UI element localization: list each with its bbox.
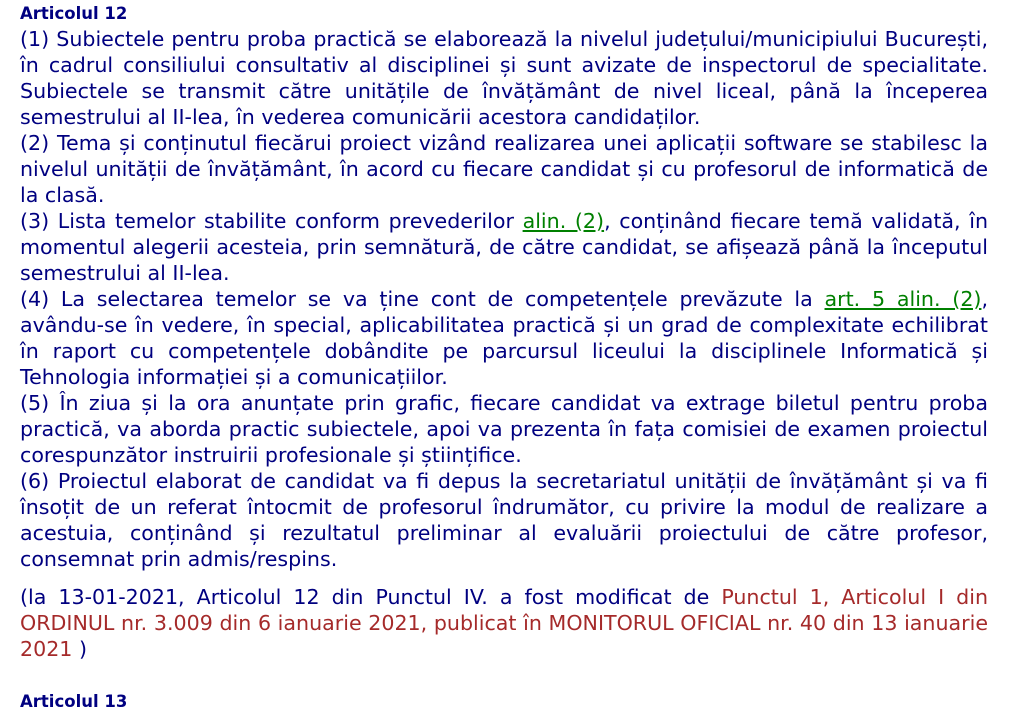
- link-art-5-alin-2[interactable]: art. 5 alin. (2): [824, 287, 982, 311]
- next-article-title: Articolul 13: [20, 692, 128, 711]
- article-title: Articolul 12: [20, 4, 128, 23]
- amendment-note: [20, 584, 988, 662]
- amendment-text-before: (la 13-01-2021, Articolul 12 din Punctul IV. a fost modificat de: [20, 585, 722, 609]
- link-alin-2[interactable]: alin. (2): [522, 209, 605, 233]
- amendment-reference-link[interactable]: Punctul 1, Articolul I din ORDINUL nr. 3.009 din 6 ianuarie 2021, publicat în MONITORUL OFICIAL nr. 40 din 13 ianuarie 2021: [20, 585, 988, 661]
- paragraph-3: [20, 208, 988, 286]
- paragraph-1: (1) Subiectele pentru proba practică se elaborează la nivelul județului/municipiului București, în cadrul consiliului consultativ al disciplinei și sunt avizate de inspectorul de specialitate. Subiectele se transmit către unitățile de învățământ de nivel liceal, până la începerea semestrului al II-lea, în vederea comunicării acestora candidaților.: [20, 27, 988, 129]
- paragraph-3-text-after: , conținând fiecare temă validată, în momentul alegerii acesteia, prin semnătură, de către candidat, se afișează până la începutul semestrului al II-lea.: [20, 209, 988, 285]
- paragraph-4: [20, 286, 988, 390]
- amendment-text-after: ): [72, 637, 88, 661]
- paragraph-5: (5) În ziua și la ora anunțate prin grafic, fiecare candidat va extrage biletul pentru proba practică, va aborda practic subiectele, apoi va prezenta în fața comisiei de examen proiectul corespunzător instruirii profesionale și științifice.: [20, 391, 988, 467]
- paragraph-4-text-after: , avându-se în vedere, în special, aplicabilitatea practică și un grad de complexitate echilibrat în raport cu competențele dobândite pe parcursul liceului la disciplinele Informatică și Tehnologia informației și a comunicațiilor.: [20, 287, 988, 389]
- paragraph-2: (2) Tema și conținutul fiecărui proiect vizând realizarea unei aplicații software se stabilesc la nivelul unității de învățământ, în acord cu fiecare candidat și cu profesorul de informatică de la clasă.: [20, 131, 988, 207]
- article-document: [20, 2, 988, 662]
- paragraph-3-text-before: (3) Lista temelor stabilite conform prevederilor: [20, 209, 523, 233]
- paragraph-4-text-before: (4) La selectarea temelor se va ține cont de competențele prevăzute la: [20, 287, 825, 311]
- paragraph-6: (6) Proiectul elaborat de candidat va fi depus la secretariatul unității de învățământ și va fi însoțit de un referat întocmit de profesorul îndrumător, cu privire la modul de realizare a acestuia, conținând și rezultatul preliminar al evaluării proiectului de către profesor, consemnat prin admis/respins.: [20, 469, 988, 571]
